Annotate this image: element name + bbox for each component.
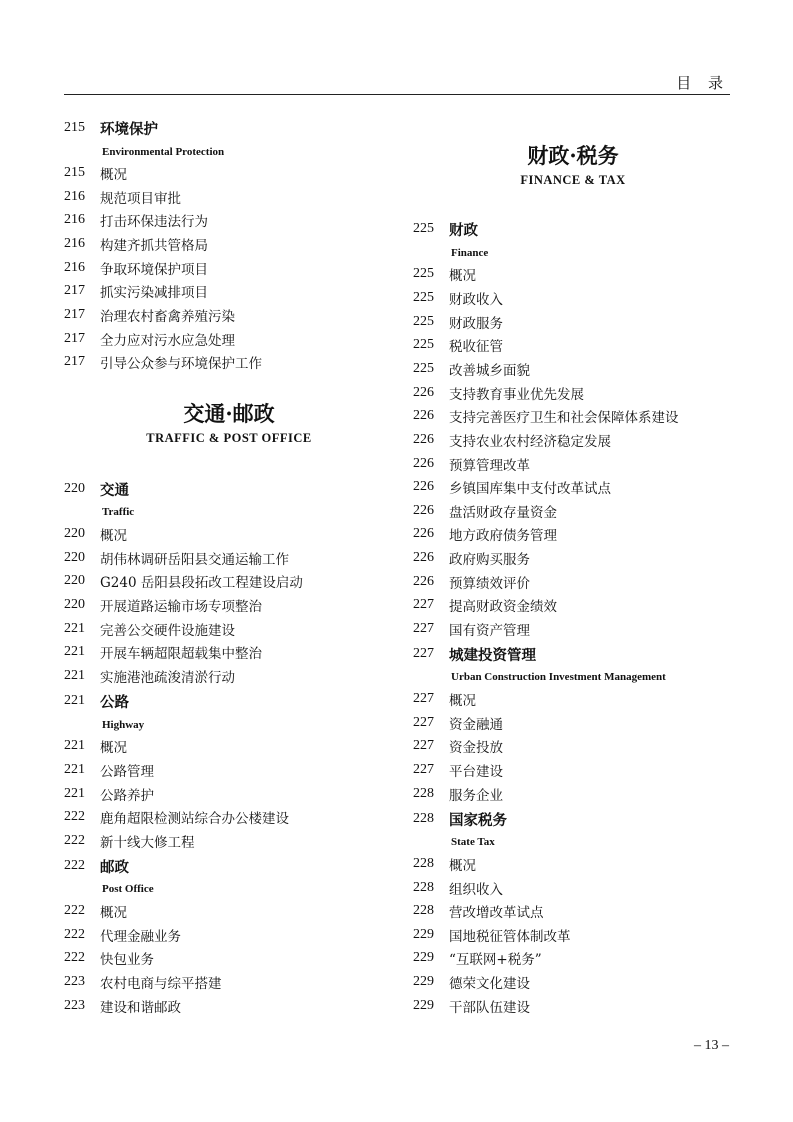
- page-ref: 228: [413, 786, 434, 801]
- entry-text: 国地税征管体制改革: [449, 929, 571, 945]
- page-ref: 226: [413, 479, 434, 494]
- entry-text: 争取环境保护项目: [100, 262, 208, 278]
- entry-text: 营改增改革试点: [449, 905, 544, 921]
- toc-heading-highway[interactable]: [64, 689, 394, 713]
- page-ref: 226: [413, 526, 434, 541]
- toc-entry[interactable]: [64, 734, 394, 758]
- heading-english: Traffic: [102, 506, 135, 518]
- entry-text: 概况: [100, 740, 127, 756]
- toc-entry[interactable]: [64, 161, 394, 185]
- heading-english: State Tax: [451, 836, 495, 848]
- entry-text: 干部队伍建设: [449, 1000, 530, 1016]
- toc-entry[interactable]: [64, 522, 394, 546]
- entry-text: 规范项目审批: [100, 191, 181, 207]
- heading-text: 邮政: [100, 859, 129, 876]
- toc-entry[interactable]: [413, 758, 733, 782]
- page-ref: 226: [413, 503, 434, 518]
- page-ref: 217: [64, 307, 85, 322]
- section-english-traffic-post: TRAFFIC & POST OFFICE: [146, 431, 312, 445]
- heading-english: Post Office: [102, 883, 154, 895]
- page-ref: 220: [64, 597, 85, 612]
- page-ref: 222: [64, 950, 85, 965]
- page-ref: 229: [413, 950, 434, 965]
- entry-text: 资金融通: [449, 717, 503, 733]
- page-ref: 217: [64, 354, 85, 369]
- entry-text: 全力应对污水应急处理: [100, 333, 235, 349]
- toc-entry[interactable]: [413, 876, 733, 900]
- entry-text: 开展道路运输市场专项整治: [100, 599, 262, 615]
- page-ref: 222: [64, 927, 85, 942]
- toc-entry[interactable]: [64, 208, 394, 232]
- page-ref: 223: [64, 974, 85, 989]
- toc-entry[interactable]: [413, 782, 733, 806]
- page-ref: 228: [413, 880, 434, 895]
- entry-text: 概况: [449, 858, 476, 874]
- toc-entry[interactable]: [64, 640, 394, 664]
- page-ref: 228: [413, 903, 434, 918]
- toc-entry[interactable]: [64, 899, 394, 923]
- entry-text: 预算管理改革: [449, 458, 530, 474]
- page-ref: 216: [64, 260, 85, 275]
- toc-entry[interactable]: [64, 617, 394, 641]
- entry-text: 概况: [100, 905, 127, 921]
- heading-text: 环境保护: [100, 121, 158, 138]
- page-ref: 225: [413, 221, 434, 236]
- toc-entry[interactable]: [413, 404, 733, 428]
- heading-text: 财政: [449, 222, 478, 239]
- entry-text: 实施港池疏浚清淤行动: [100, 670, 235, 686]
- toc-entry[interactable]: [64, 593, 394, 617]
- toc-heading-urban-investment[interactable]: [413, 642, 733, 666]
- toc-entry[interactable]: [413, 734, 733, 758]
- toc-entry[interactable]: [64, 546, 394, 570]
- page-ref: 227: [413, 597, 434, 612]
- entry-text: 建设和谐邮政: [100, 1000, 181, 1016]
- toc-left-column: [64, 0, 394, 1122]
- toc-entry[interactable]: [64, 758, 394, 782]
- entry-text: 农村电商与综平搭建: [100, 976, 222, 992]
- page-ref: 226: [413, 550, 434, 565]
- page-ref: 217: [64, 283, 85, 298]
- page-ref: 220: [64, 481, 85, 496]
- entry-text: 构建齐抓共管格局: [100, 238, 208, 254]
- heading-text: 交通: [100, 482, 129, 499]
- page-ref: 228: [413, 811, 434, 826]
- toc-entry[interactable]: [413, 570, 733, 594]
- entry-text: 抓实污染减排项目: [100, 285, 208, 301]
- entry-text: 支持农业农村经济稳定发展: [449, 434, 611, 450]
- entry-text: 提高财政资金绩效: [449, 599, 557, 615]
- toc-right-column: [413, 0, 733, 1122]
- toc-entry[interactable]: [413, 286, 733, 310]
- toc-heading-state-tax[interactable]: [413, 807, 733, 831]
- toc-entry[interactable]: [64, 829, 394, 853]
- entry-text: 公路养护: [100, 788, 154, 804]
- entry-text: 概况: [449, 693, 476, 709]
- toc-entry[interactable]: [64, 805, 394, 829]
- toc-entry[interactable]: [413, 499, 733, 523]
- entry-text: 税收征管: [449, 339, 503, 355]
- page-ref: 225: [413, 361, 434, 376]
- entry-text: 代理金融业务: [100, 929, 181, 945]
- toc-entry[interactable]: [64, 232, 394, 256]
- toc-entry[interactable]: [413, 310, 733, 334]
- heading-english: Highway: [102, 719, 145, 731]
- toc-entry[interactable]: [413, 452, 733, 476]
- page-ref: 221: [64, 786, 85, 801]
- entry-text: 平台建设: [449, 764, 503, 780]
- page-ref: 220: [64, 573, 85, 588]
- page-ref: 227: [413, 738, 434, 753]
- section-title-finance-tax: 财政·税务: [527, 143, 619, 168]
- page-ref: 227: [413, 646, 434, 661]
- toc-entry[interactable]: [64, 923, 394, 947]
- heading-english: Urban Construction Investment Management: [451, 671, 666, 683]
- toc-entry[interactable]: [413, 923, 733, 947]
- toc-entry[interactable]: [64, 970, 394, 994]
- page-ref: 229: [413, 927, 434, 942]
- page-ref: 225: [413, 266, 434, 281]
- entry-text: 概况: [100, 167, 127, 183]
- entry-text: 财政服务: [449, 316, 503, 332]
- page-ref: 226: [413, 574, 434, 589]
- page-ref: 227: [413, 715, 434, 730]
- toc-entry[interactable]: [413, 428, 733, 452]
- section-english-finance-tax: FINANCE & TAX: [520, 173, 626, 187]
- running-header: 目 录: [676, 74, 729, 92]
- page-ref: 226: [413, 432, 434, 447]
- toc-entry[interactable]: [413, 946, 733, 970]
- entry-text: 地方政府债务管理: [449, 528, 557, 544]
- heading-text: 公路: [100, 694, 129, 711]
- toc-entry[interactable]: [413, 687, 733, 711]
- entry-text: 德荣文化建设: [449, 976, 530, 992]
- entry-text: 概况: [100, 528, 127, 544]
- section-title-traffic-post: 交通·邮政: [183, 401, 275, 426]
- entry-text: G240 岳阳县段拓改工程建设启动: [100, 575, 303, 591]
- toc-entry[interactable]: [413, 546, 733, 570]
- toc-entry[interactable]: [64, 782, 394, 806]
- toc-entry[interactable]: [413, 381, 733, 405]
- page-ref: 220: [64, 526, 85, 541]
- page-ref: 221: [64, 762, 85, 777]
- page-ref: 222: [64, 833, 85, 848]
- toc-heading-environment[interactable]: [64, 116, 394, 140]
- toc-entry[interactable]: [64, 350, 394, 374]
- entry-text: 治理农村畜禽养殖污染: [100, 309, 235, 325]
- entry-text: 国有资产管理: [449, 623, 530, 639]
- toc-heading-finance[interactable]: [413, 217, 733, 241]
- toc-entry[interactable]: [64, 303, 394, 327]
- page-ref: 222: [64, 809, 85, 824]
- entry-text: 盘活财政存量资金: [449, 505, 557, 521]
- page-ref: 228: [413, 856, 434, 871]
- heading-english: Finance: [451, 247, 489, 259]
- entry-text: 资金投放: [449, 740, 503, 756]
- toc-entry[interactable]: [413, 899, 733, 923]
- toc-entry[interactable]: [413, 970, 733, 994]
- page-ref: 221: [64, 693, 85, 708]
- entry-text: 新十线大修工程: [100, 835, 195, 851]
- entry-text: 组织收入: [449, 882, 503, 898]
- page-ref: 222: [64, 858, 85, 873]
- toc-entry[interactable]: [413, 711, 733, 735]
- toc-entry[interactable]: [64, 256, 394, 280]
- page-ref: 229: [413, 974, 434, 989]
- entry-text: 政府购买服务: [449, 552, 530, 568]
- entry-text: 乡镇国库集中支付改革试点: [449, 481, 611, 497]
- entry-text: 快包业务: [100, 952, 154, 968]
- page-ref: 216: [64, 212, 85, 227]
- page-ref: 226: [413, 385, 434, 400]
- page-ref: 216: [64, 236, 85, 251]
- toc-entry[interactable]: [413, 357, 733, 381]
- entry-text: 支持教育事业优先发展: [449, 387, 584, 403]
- entry-text: 财政收入: [449, 292, 503, 308]
- toc-heading-traffic[interactable]: [64, 477, 394, 501]
- toc-entry[interactable]: [413, 475, 733, 499]
- entry-text: 支持完善医疗卫生和社会保障体系建设: [449, 410, 679, 426]
- entry-text: 胡伟林调研岳阳县交通运输工作: [100, 552, 289, 568]
- page-ref: 226: [413, 456, 434, 471]
- entry-text: 服务企业: [449, 788, 503, 804]
- entry-text: 引导公众参与环境保护工作: [100, 356, 262, 372]
- toc-entry[interactable]: [413, 593, 733, 617]
- toc-entry[interactable]: [413, 617, 733, 641]
- page-ref: 221: [64, 644, 85, 659]
- entry-text: 完善公交硬件设施建设: [100, 623, 235, 639]
- entry-text: 打击环保违法行为: [100, 214, 208, 230]
- page-ref: 215: [64, 165, 85, 180]
- toc-entry[interactable]: [64, 569, 394, 593]
- heading-text: 国家税务: [449, 812, 507, 829]
- page-ref: 223: [64, 998, 85, 1013]
- entry-text: 公路管理: [100, 764, 154, 780]
- heading-text: 城建投资管理: [449, 647, 536, 664]
- page-ref: 221: [64, 668, 85, 683]
- page-ref: 220: [64, 550, 85, 565]
- page-ref: 215: [64, 120, 85, 135]
- page-ref: 225: [413, 337, 434, 352]
- page-ref: 227: [413, 691, 434, 706]
- page-ref: 216: [64, 189, 85, 204]
- entry-text: “互联网+税务”: [449, 952, 542, 968]
- page-ref: 222: [64, 903, 85, 918]
- page-number: – 13 –: [694, 1038, 729, 1053]
- page-ref: 227: [413, 621, 434, 636]
- toc-entry[interactable]: [64, 185, 394, 209]
- toc-entry[interactable]: [413, 333, 733, 357]
- entry-text: 预算绩效评价: [449, 576, 530, 592]
- entry-text: 概况: [449, 268, 476, 284]
- toc-entry[interactable]: [64, 946, 394, 970]
- toc-entry[interactable]: [64, 327, 394, 351]
- toc-entry[interactable]: [64, 994, 394, 1018]
- page-ref: 221: [64, 738, 85, 753]
- toc-heading-post[interactable]: [64, 854, 394, 878]
- toc-entry[interactable]: [413, 262, 733, 286]
- page-ref: 221: [64, 621, 85, 636]
- toc-entry[interactable]: [413, 852, 733, 876]
- toc-entry[interactable]: [64, 279, 394, 303]
- toc-entry[interactable]: [413, 994, 733, 1018]
- entry-text: 改善城乡面貌: [449, 363, 530, 379]
- toc-entry[interactable]: [64, 664, 394, 688]
- page-ref: 227: [413, 762, 434, 777]
- page-ref: 226: [413, 408, 434, 423]
- entry-text: 鹿角超限检测站综合办公楼建设: [100, 811, 289, 827]
- toc-entry[interactable]: [413, 522, 733, 546]
- page-ref: 229: [413, 998, 434, 1013]
- heading-english: Environmental Protection: [102, 146, 225, 158]
- page-ref: 217: [64, 331, 85, 346]
- page-ref: 225: [413, 290, 434, 305]
- page-ref: 225: [413, 314, 434, 329]
- entry-text: 开展车辆超限超载集中整治: [100, 646, 262, 662]
